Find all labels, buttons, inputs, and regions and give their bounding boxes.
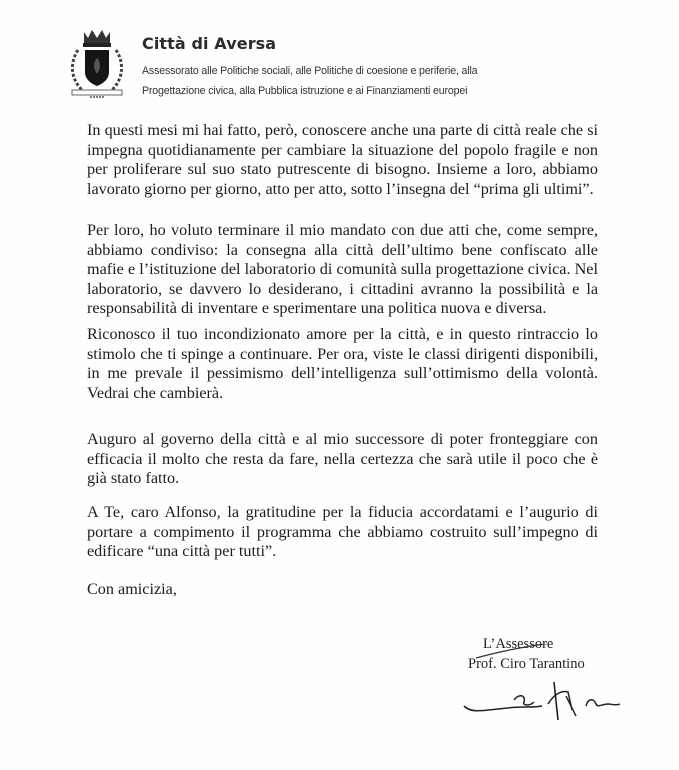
letter-paragraph: In questi mesi mi hai fatto, però, conoscere anche una parte di città reale che si impegna quotidianamente per cambiare la situazione del popolo fragile e non per proliferare sul suo stato putrescente di bisogno. Insieme a loro, abbiamo lavorato giorno per giorno, atto per atto, sotto l’insegna del “prima gli ultimi”. [87,121,598,198]
handwritten-signature-icon [462,644,642,726]
letter-closing: Con amicizia, [87,580,177,598]
letter-paragraph: Auguro al governo della città e al mio successore di poter fronteggiare con efficacia il molto che resta da fare, nella certezza che sarà utile il poco che è già stato fatto. [87,430,598,488]
letter-paragraph: A Te, caro Alfonso, la gratitudine per la fiducia accordatami e l’augurio di portare a compimento il programma che abbiamo costruito sull’impegno di edificare “una città per tutti”. [87,503,598,561]
letter-paragraph: Per loro, ho voluto terminare il mio mandato con due atti che, come sempre, abbiamo condiviso: la consegna alla città dell’ultimo bene confiscato alle mafie e l’istituzione del laboratorio di comunità sulla progettazione civica. Nel laboratorio, se davvero lo desiderano, i cittadini avranno la possibilità e la responsabilità di inventare e sperimentare una politica nuova e diversa. [87,221,598,318]
letterhead-subtitle-line2: Progettazione civica, alla Pubblica istruzione e ai Finanziamenti europei [142,85,468,97]
city-coat-of-arms-icon [68,28,126,100]
letterhead [64,24,524,104]
signatory-name: Prof. Ciro Tarantino [468,656,585,672]
signature-block [468,636,648,726]
letter-paragraph: Riconosco il tuo incondizionato amore per la città, e in questo rintraccio lo stimolo che ti spinge a continuare. Per ora, viste le classi dirigenti disponibili, in me prevale il pessimismo dell’intelligenza sull’ottimismo della volontà. Vedrai che cambierà. [87,325,598,402]
letterhead-title: Città di Aversa [142,34,277,53]
signatory-role: L’Assessore [483,636,554,652]
letterhead-subtitle-line1: Assessorato alle Politiche sociali, alle Politiche di coesione e periferie, alla [142,65,478,77]
